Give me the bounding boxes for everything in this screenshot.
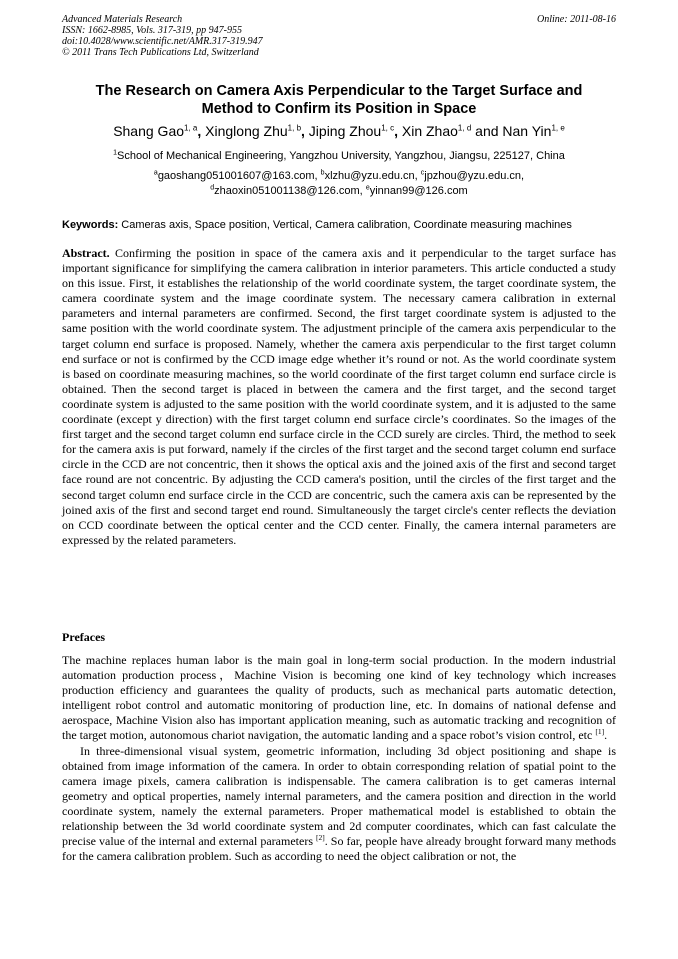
email-mark: a [153,169,158,177]
paper-title [62,82,616,118]
email-list [62,169,616,199]
paragraph-text: In three-dimensional visual system, geometric information, including 3d object positioning and shape is obtained from image information of the camera. In order to obtain corresponding relation of spatial point to the camera image pixels, camera calibration is indispensable. The camera calibration is to get cameras internal geometry and optical properties, namely internal parameters, and the camera position and direction in the world coordinate system, namely the external parameters. Proper mathematical model is established to obtain the relationship between the 3d world coordinate system and 2d computer coordinates, which can fast calculate the precise value of the internal and external parameters [62,743,616,849]
email-link[interactable]: yinnan99@126.com [369,185,468,197]
paragraph-end: . So far, people have already brought forward many methods for the camera calibration problem. Such as according to need the object calibration or not, the [62,834,617,864]
prefaces-body [62,653,616,864]
abstract-block [62,246,616,548]
journal-name: Advanced Materials Research [62,14,183,25]
paragraph [62,744,616,865]
keywords-label: Keywords: [62,219,119,231]
author-name: Xinglong Zhu [205,123,288,139]
author-list [62,122,616,140]
email-link[interactable]: jpzhou@yzu.edu.cn, [424,170,525,182]
email-link[interactable]: xlzhu@yzu.edu.cn, [324,170,418,182]
email-mark: b [320,169,325,177]
affiliation [62,149,616,163]
citation-ref[interactable]: [1] [595,727,605,737]
author-name: Xin Zhao [401,123,458,139]
email-line-2 [62,184,616,199]
author-separator: , [301,123,305,139]
affiliation-text: School of Mechanical Engineering, Yangzhou University, Yangzhou, Jiangsu, 225127, China [117,150,565,162]
author-name: Jiping Zhou [308,123,382,139]
email-line-1 [62,169,616,184]
email-link[interactable]: zhaoxin051001138@126.com, [214,185,363,197]
email-mark: d [210,184,215,192]
affiliation-mark: 1 [113,149,118,157]
title-line-1: The Research on Camera Axis Perpendicular to the Target Surface and [95,83,583,99]
journal-header [62,14,263,58]
paragraph-end: . [604,728,608,743]
author-separator: , [394,123,398,139]
paragraph-text: The machine replaces human labor is the main goal in long-term social production. In the modern industrial automation production process，Machine Vision is becoming one kind of key technology which increases production efficiency and guarantees the quality of products, such as mechanical parts automatic detection, intelligent robot control and automatic monitoring of production line, etc. In domains of national defense and aerospace, Machine Vision also has important application meaning, such as automatic tracking and recognition of the target motion, autonomous chariot navigation, the automatic landing and a space robot’s vision control, etc [62,653,616,743]
author-affil-mark: 1, d [457,123,472,133]
author-affil-mark: 1, c [381,123,395,133]
author-and: and [475,123,499,139]
keywords-text: Cameras axis, Space position, Vertical, Camera calibration, Coordinate measuring machines [118,219,572,231]
online-date: Online: 2011-08-16 [537,14,616,25]
title-line-2: Method to Confirm its Position in Space [201,101,477,117]
author-affil-mark: 1, a [184,123,198,133]
abstract-text: Confirming the position in space of the camera axis and it perpendicular to the target surface has important significance for simplifying the camera calibration in interior parameters. This article conducted a study on this issue. First, it establishes the relationship of the world coordinate system, the target coordinate system, the camera coordinate system and the image coordinate system. The necessary camera calibration in external parameters and internal parameters are confirmed. Second, the first target coordinate system is adjusted to the same position with the world coordinate system. The adjustment principle of the camera axis perpendicular to the target column end surface is proposed. Namely, whether the camera axis perpendicular to the first target column end surface or not is confirmed by the CCD image edge whether it’s round or not. As the world coordinate system is based on coordinate measuring machines, so the world coordinate of the first target column end surface circle is obtained. Then the second target is placed in between the camera and the first target, and the second target coordinate system is adjusted to the same position with the world coordinate system, and it is adjusted to the same coordinate (except y direction) with the first target column end surface circle’s coordinates. So the images of the first target and the second target column end surface circle in the CCD surely are circles. Third, the method to seek for the camera axis is put forward, namely if the circles of the first target and the second target column end surface circle in the CCD are not concentric, then it shows the optical axis and the joined axis of the first and second target face round are not concentric. By adjusting the CCD camera's position, until the circles of the first target and the second target column end surface circle in the CCD are concentric, such the camera axis can be represented by the joined axis of the first and second target end round. Simultaneously the target circle's center reflects the deviation on CCD coordinate between the optical center and the CCD center. Finally, the camera internal parameters are expressed by the related parameters. [62,246,616,547]
keywords-block [62,219,616,233]
author-affil-mark: 1, e [551,123,565,133]
author-name: Nan Yin [502,123,552,139]
doi-line: doi:10.4028/www.scientific.net/AMR.317-319.947 [62,36,263,47]
author-affil-mark: 1, b [287,123,302,133]
section-heading-prefaces: Prefaces [62,630,106,644]
issn-line: ISSN: 1662-8985, Vols. 317-319, pp 947-955 [62,25,242,36]
citation-ref[interactable]: [2] [316,833,325,843]
email-mark: e [365,184,370,192]
copyright-line: © 2011 Trans Tech Publications Ltd, Switzerland [62,47,259,58]
author-separator: , [197,123,202,139]
email-link[interactable]: gaoshang051001607@163.com, [157,170,318,182]
author-name: Shang Gao [113,123,185,139]
paragraph [62,653,616,744]
abstract-label: Abstract. [62,246,110,260]
email-mark: c [420,169,425,177]
